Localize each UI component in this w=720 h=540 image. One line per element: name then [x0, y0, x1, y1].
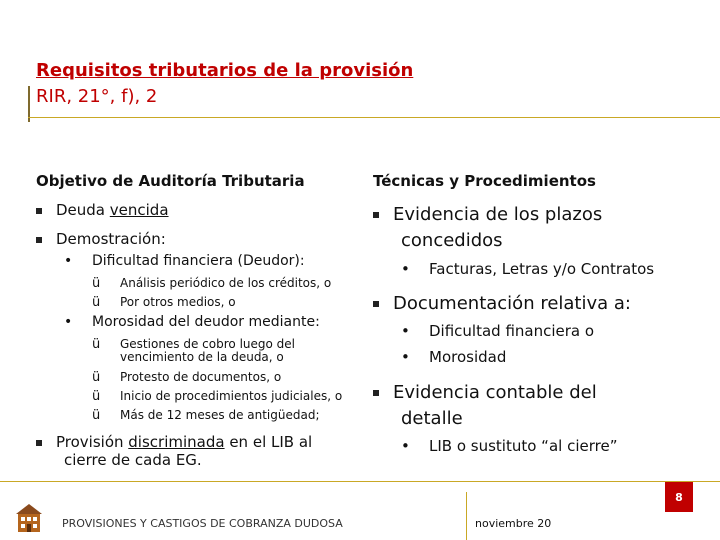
right-sub-1: [401, 260, 654, 278]
check-text: Inicio de procedimientos judiciales, o: [120, 389, 343, 403]
right-item-2-text: Documentación relativa a:: [393, 293, 631, 314]
left-item-1-underlined: vencida: [109, 201, 169, 219]
check-text: Gestiones de cobro luego del: [120, 337, 295, 351]
slide-title: Requisitos tributarios de la provisión: [36, 60, 414, 81]
check-text: Más de 12 meses de antigüedad;: [120, 408, 320, 422]
header-divider: [28, 117, 720, 118]
right-item-1-line2: concedidos: [401, 230, 503, 251]
right-heading: Técnicas y Procedimientos: [373, 172, 596, 190]
footer-divider: [0, 481, 720, 482]
round-bullet-icon: •: [401, 437, 410, 455]
right-sub-3: [401, 437, 617, 455]
left-item-3-line2: cierre de cada EG.: [64, 451, 202, 469]
left-sub-2-check-1-cont: vencimiento de la deuda, o: [120, 350, 284, 364]
right-item-1-text: Evidencia de los plazos: [393, 204, 603, 225]
slide-subtitle: RIR, 21°, f), 2: [36, 86, 158, 107]
check-text: Por otros medios, o: [120, 295, 236, 309]
checkmark-icon: ü: [92, 408, 101, 423]
left-sub-2-text: Morosidad del deudor mediante:: [92, 314, 320, 330]
square-bullet-icon: [36, 208, 42, 214]
checkmark-icon: ü: [92, 337, 101, 352]
round-bullet-icon: •: [401, 322, 410, 340]
square-bullet-icon: [36, 237, 42, 243]
left-sub-2: [64, 314, 320, 330]
right-sub-3-text: LIB o sustituto “al cierre”: [429, 437, 618, 455]
checkmark-icon: ü: [92, 370, 101, 385]
left-item-3-suffix: en el LIB al: [224, 433, 313, 451]
right-sub-2a: [401, 322, 594, 340]
left-sub-2-check-4: [92, 408, 320, 423]
right-sub-2b: [401, 348, 506, 366]
right-item-3-text: Evidencia contable del: [393, 382, 597, 403]
checkmark-icon: ü: [92, 295, 101, 310]
checkmark-icon: ü: [92, 276, 101, 291]
square-bullet-icon: [373, 212, 379, 218]
checkmark-icon: ü: [92, 389, 101, 404]
left-heading: Objetivo de Auditoría Tributaria: [36, 172, 305, 190]
left-item-3-underlined: discriminada: [128, 433, 225, 451]
right-sub-2a-text: Dificultad financiera o: [429, 322, 595, 340]
round-bullet-icon: •: [64, 314, 73, 330]
square-bullet-icon: [36, 440, 42, 446]
square-bullet-icon: [373, 390, 379, 396]
footer-title: PROVISIONES Y CASTIGOS DE COBRANZA DUDOSA: [62, 517, 343, 530]
left-item-1-text: Deuda: [56, 201, 110, 219]
left-sub-1-check-2: [92, 295, 236, 310]
left-sub-1: [64, 253, 305, 269]
right-item-3-line2: detalle: [401, 408, 463, 429]
left-item-1: [36, 201, 169, 219]
left-item-3: [36, 433, 312, 451]
round-bullet-icon: •: [64, 253, 73, 269]
right-sub-1-text: Facturas, Letras y/o Contratos: [429, 260, 655, 278]
left-item-3-text: Provisión: [56, 433, 129, 451]
round-bullet-icon: •: [401, 348, 410, 366]
page-number: 8: [665, 482, 693, 512]
right-sub-2b-text: Morosidad: [429, 348, 507, 366]
left-sub-1-text: Dificultad financiera (Deudor):: [92, 253, 305, 269]
left-sub-2-check-3: [92, 389, 342, 404]
left-sub-2-check-2: [92, 370, 281, 385]
left-item-2: [36, 230, 166, 248]
check-text: Protesto de documentos, o: [120, 370, 282, 384]
building-logo-icon: [12, 500, 46, 534]
check-text: Análisis periódico de los créditos, o: [120, 276, 332, 290]
left-sub-1-check-1: [92, 276, 331, 291]
square-bullet-icon: [373, 301, 379, 307]
left-item-2-text: Demostración:: [56, 230, 166, 248]
round-bullet-icon: •: [401, 260, 410, 278]
right-item-3: [373, 382, 597, 403]
footer-date: noviembre 20: [475, 517, 552, 530]
right-item-2: [373, 293, 631, 314]
footer-vertical-divider: [466, 492, 467, 540]
right-item-1: [373, 204, 602, 225]
